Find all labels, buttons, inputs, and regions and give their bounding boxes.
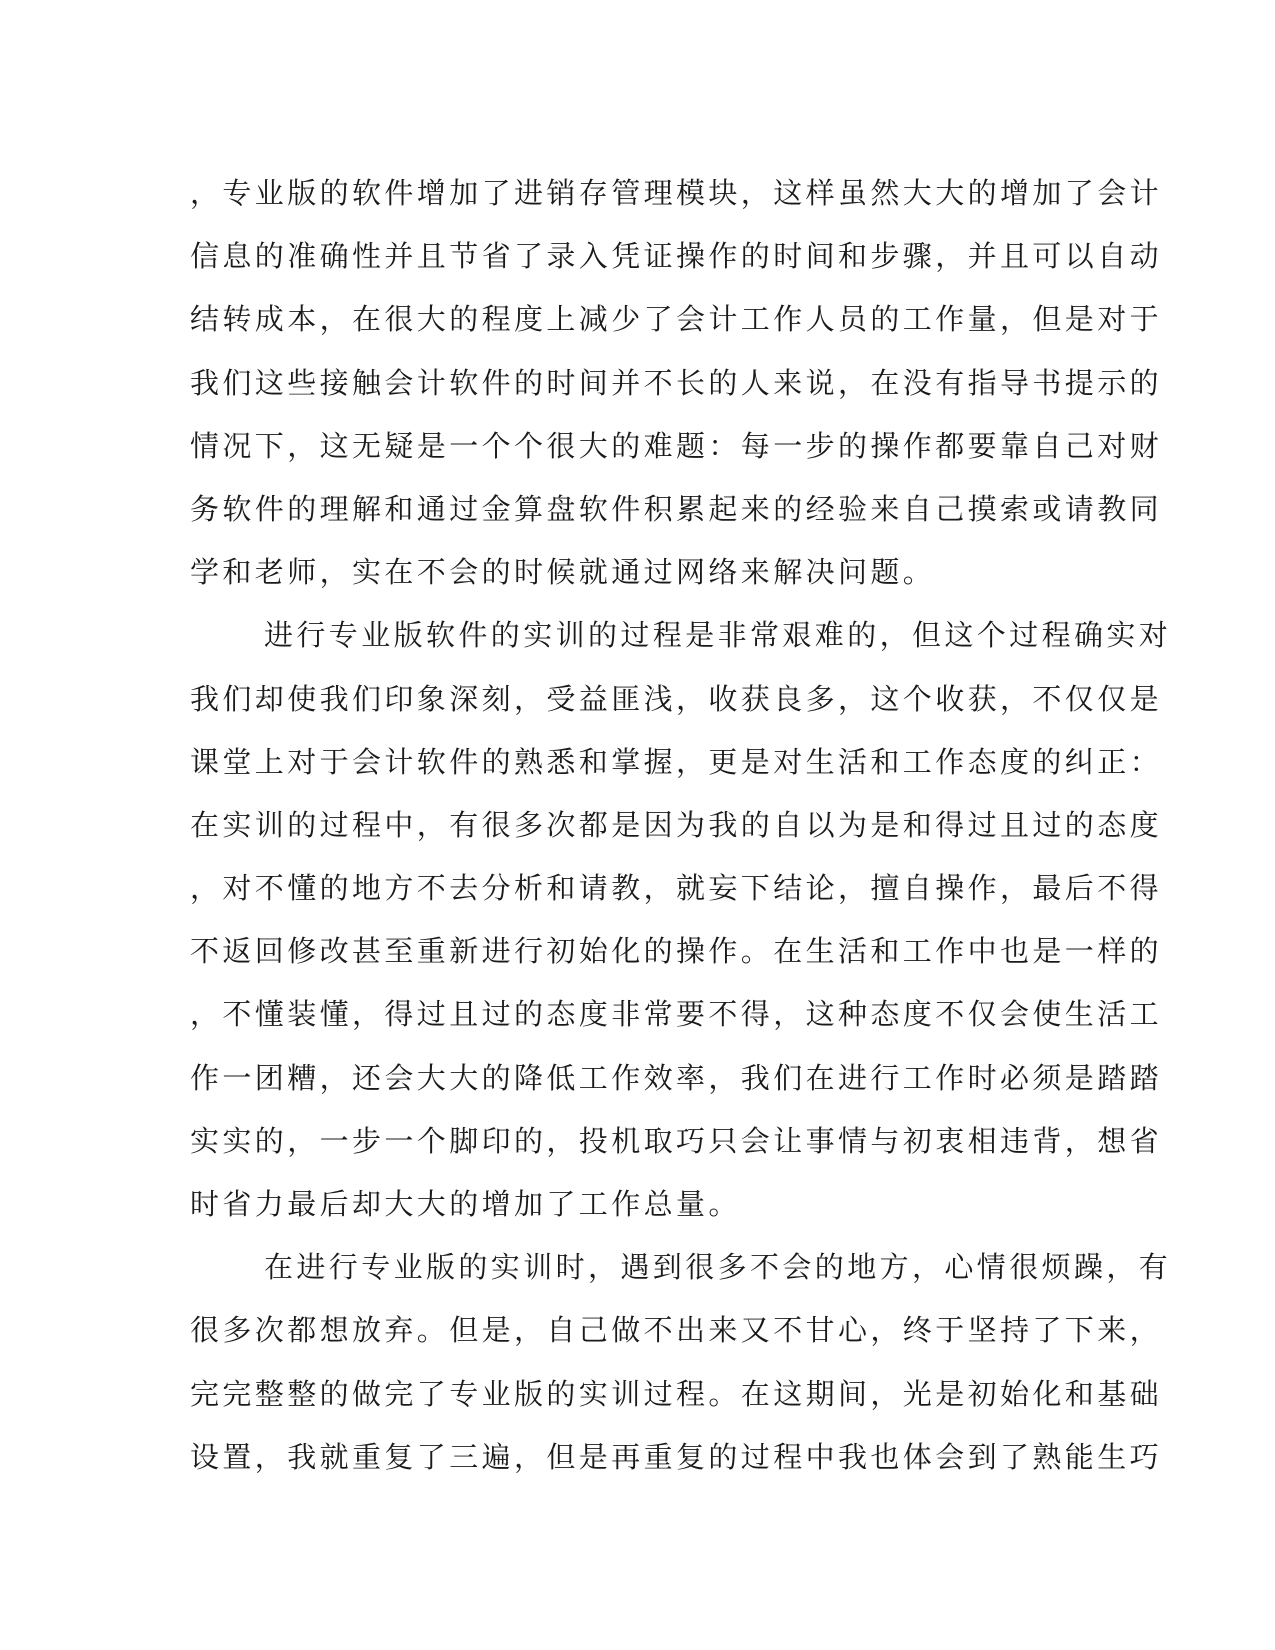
text-line: 我们这些接触会计软件的时间并不长的人来说，在没有指导书提示的 [190,365,1163,400]
text-line: 在实训的过程中，有很多次都是因为我的自以为是和得过且过的态度 [190,807,1163,842]
text-line: 信息的准确性并且节省了录入凭证操作的时间和步骤，并且可以自动 [190,239,1163,274]
text-line: ，不懂装懂，得过且过的态度非常要不得，这种态度不仅会使生活工 [190,997,1163,1032]
text-line: 务软件的理解和通过金算盘软件积累起来的经验来自己摸索或请教同 [190,491,1163,526]
text-line: 课堂上对于会计软件的熟悉和掌握，更是对生活和工作态度的纠正： [190,744,1163,779]
text-line: 作一团糟，还会大大的降低工作效率，我们在进行工作时必须是踏踏 [190,1060,1163,1095]
text-line: 不返回修改甚至重新进行初始化的操作。在生活和工作中也是一样的 [190,934,1163,969]
paragraph-first-line: 进行专业版软件的实训的过程是非常艰难的，但这个过程确实对 [264,618,1172,653]
text-line: 实实的，一步一个脚印的，投机取巧只会让事情与初衷相违背，想省 [190,1123,1163,1158]
text-line: ，对不懂的地方不去分析和请教，就妄下结论，擅自操作，最后不得 [190,871,1163,906]
text-line: 我们却使我们印象深刻，受益匪浅，收获良多，这个收获，不仅仅是 [190,681,1163,716]
text-line: ，专业版的软件增加了进销存管理模块，这样虽然大大的增加了会计 [190,176,1163,210]
text-line: 学和老师，实在不会的时候就通过网络来解决问题。 [190,555,936,590]
body-text [190,162,1172,1489]
text-line: 很多次都想放弃。但是，自己做不出来又不甘心，终于坚持了下来， [190,1313,1163,1348]
paragraph-first-line: 在进行专业版的实训时，遇到很多不会的地方，心情很烦躁，有 [264,1250,1172,1285]
text-line: 情况下，这无疑是一个个很大的难题：每一步的操作都要靠自己对财 [190,428,1163,463]
text-line: 设置，我就重复了三遍，但是再重复的过程中我也体会到了熟能生巧 [190,1439,1163,1474]
text-line: 结转成本，在很大的程度上减少了会计工作人员的工作量，但是对于 [190,302,1163,337]
text-line: 时省力最后却大大的增加了工作总量。 [190,1187,741,1221]
text-line: 完完整整的做完了专业版的实训过程。在这期间，光是初始化和基础 [190,1376,1163,1411]
